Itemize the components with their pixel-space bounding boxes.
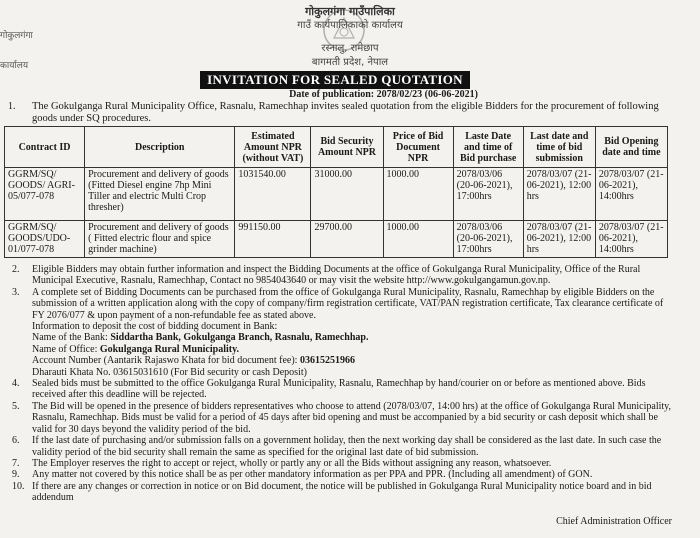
publication-date: Date of publication: 2078/02/23 (06-06-2021) <box>289 89 478 100</box>
nepali-header-line2: गाउँ कार्यपालिकाको कार्यालय <box>297 20 403 31</box>
item-text: If the last date of purchasing and/or submission falls on a government holiday, then the next working day shall be considered as the last date. In such case the validity period of the bid security shall remain the same as specified for the original last date of bid submission. <box>32 435 662 458</box>
item-number: 7. <box>12 457 20 469</box>
list-item <box>12 481 676 504</box>
cell-submission-date: 2078/03/07 (21-06-2021), 12:00 hrs <box>523 221 595 258</box>
item-number: 4. <box>12 378 20 390</box>
cell-estimated-amount: 1031540.00 <box>235 168 311 221</box>
cell-contract-id: GGRM/SQ/ GOODS/ AGRI-05/077-078 <box>5 168 85 221</box>
list-item <box>12 401 676 435</box>
cell-doc-price: 1000.00 <box>383 221 453 258</box>
quotation-table <box>4 126 668 258</box>
table-row <box>5 221 668 258</box>
cell-purchase-date: 2078/03/06 (20-06-2021), 17:00hrs <box>453 221 523 258</box>
bank-info-intro: Information to deposit the cost of bidding document in Bank: <box>32 321 278 333</box>
office-name-line <box>32 344 676 355</box>
header-estimated-amount: Estimated Amount NPR (without VAT) <box>235 127 311 168</box>
list-item <box>12 378 676 401</box>
bank-name: Siddartha Bank, Gokulganga Branch, Rasnalu, Ramechhap. <box>110 332 369 344</box>
item-number: 5. <box>12 400 20 412</box>
office-name: Gokulganga Rural Municipality. <box>99 343 240 355</box>
account-line <box>32 355 676 366</box>
table-header-row <box>5 127 668 168</box>
nepali-left-line2: कार्यालय <box>0 61 29 71</box>
item-text: A complete set of Bidding Documents can be purchased from the office of Gokulganga Rural Municipality, Rasnalu, Ramechhap by eligible Bidders on the submission of a written application along with the copy of company/firm registration certificate, VAT/PAN registration certificate, Tax clearance certificate of FY 2076/077 & upon payment of a non-refundable fee as stated above. <box>32 286 664 321</box>
bank-info <box>12 321 676 378</box>
list-item <box>12 264 676 287</box>
bank-name-line <box>32 332 676 343</box>
header-description: Description <box>85 127 235 168</box>
header-contract-id: Contract ID <box>5 127 85 168</box>
item-text: Sealed bids must be submitted to the office Gokulganga Rural Municipality, Rasnalu, Ramechhap by hand/courier on or before as mentioned above. Bids received after this deadline will be rejected. <box>32 378 646 401</box>
header-purchase-date: Laste Date and time of Bid purchase <box>453 127 523 168</box>
office-name-label: Name of Office: <box>32 343 100 355</box>
account-number: 03615251966 <box>299 355 355 367</box>
cell-description: Procurement and delivery of goods (Fitted Diesel engine 7hp Mini Tiller and electric Multi Crop thresher) <box>85 168 235 221</box>
nepali-header-line1: गोकुलगंगा गाउँपालिका <box>305 5 395 18</box>
item-text: Any matter not covered by this notice shall be as per other mandatory information as per PPA and PPR. (Including all amendment) of GON. <box>32 469 593 481</box>
list-item <box>12 458 676 469</box>
cell-estimated-amount: 991150.00 <box>235 221 311 258</box>
cell-opening-date: 2078/03/07 (21-06-2021), 14:00hrs <box>595 168 667 221</box>
cell-doc-price: 1000.00 <box>383 168 453 221</box>
header-bid-security: Bid Security Amount NPR <box>311 127 383 168</box>
cell-submission-date: 2078/03/07 (21-06-2021), 12:00 hrs <box>523 168 595 221</box>
item-text: Eligible Bidders may obtain further information and inspect the Bidding Documents at the office of Gokulganga Rural Municipality, Office of the Rural Municipal Executive, Rasnalu, Ramechhap, Contact no 9854043640 or may visit the website http://www.gokulgangamun.gov.np. <box>32 264 641 287</box>
bank-name-label: Name of the Bank: <box>32 332 111 344</box>
item-number: 6. <box>12 435 20 447</box>
header-submission-date: Last date and time of bid submission <box>523 127 595 168</box>
list-item <box>12 469 676 480</box>
signer-title: Chief Administration Officer <box>556 516 672 527</box>
list-item <box>12 287 676 321</box>
dharauti-line: Dharauti Khata No. 03615031610 (For Bid security or cash Deposit) <box>32 366 307 378</box>
notice-title: INVITATION FOR SEALED QUOTATION <box>200 71 470 89</box>
account-label: Account Number (Aantarik Rajaswo Khata for bid document fee): <box>32 355 300 367</box>
header-doc-price: Price of Bid Document NPR <box>383 127 453 168</box>
table-row <box>5 168 668 221</box>
item-text: The Employer reserves the right to accept or reject, wholly or partly any or all the Bids without assigning any reason, whatsoever. <box>32 457 552 469</box>
nepali-header-line3: रस्नालु, रामेछाप <box>321 43 379 54</box>
cell-purchase-date: 2078/03/06 (20-06-2021), 17:00hrs <box>453 168 523 221</box>
nepali-left-line1: गोकुलगंगा <box>0 31 33 41</box>
cell-contract-id: GGRM/SQ/ GOODS/UDO-01/077-078 <box>5 221 85 258</box>
intro-number: 1. <box>8 101 16 112</box>
item-number: 3. <box>12 286 20 298</box>
intro-paragraph: The Gokulganga Rural Municipality Office, Rasnalu, Ramechhap invites sealed quotation from the eligible Bidders for the procurement of following goods under SQ procedures. <box>32 101 659 124</box>
nepali-header-line4: बागमती प्रदेश, नेपाल <box>311 57 389 68</box>
header-opening-date: Bid Opening date and time <box>595 127 667 168</box>
item-number: 9. <box>12 469 20 481</box>
cell-bid-security: 29700.00 <box>311 221 383 258</box>
cell-opening-date: 2078/03/07 (21-06-2021), 14:00hrs <box>595 221 667 258</box>
item-number: 2. <box>12 264 20 275</box>
cell-bid-security: 31000.00 <box>311 168 383 221</box>
item-text: If there are any changes or correction in notice or on Bid document, the notice will be published in Gokulganga Rural Municipality notice board and in bid addendum <box>32 480 652 504</box>
item-number: 10. <box>12 480 25 492</box>
list-item <box>12 435 676 458</box>
notice-items <box>12 264 676 504</box>
cell-description: Procurement and delivery of goods ( Fitted electric flour and spice grinder machine) <box>85 221 235 258</box>
item-text: The Bid will be opened in the presence of bidders representatives who choose to attend (2078/03/07, 14:00 hrs) at the office of Gokulganga Rural Municipality, Rasnalu, Ramechhap. Bids must be valid for a period of 45 days after bid opening and must be accompanied by a bid security or cash deposit which shall be valid for 30 days beyond the validity period of the bid. <box>32 400 671 435</box>
